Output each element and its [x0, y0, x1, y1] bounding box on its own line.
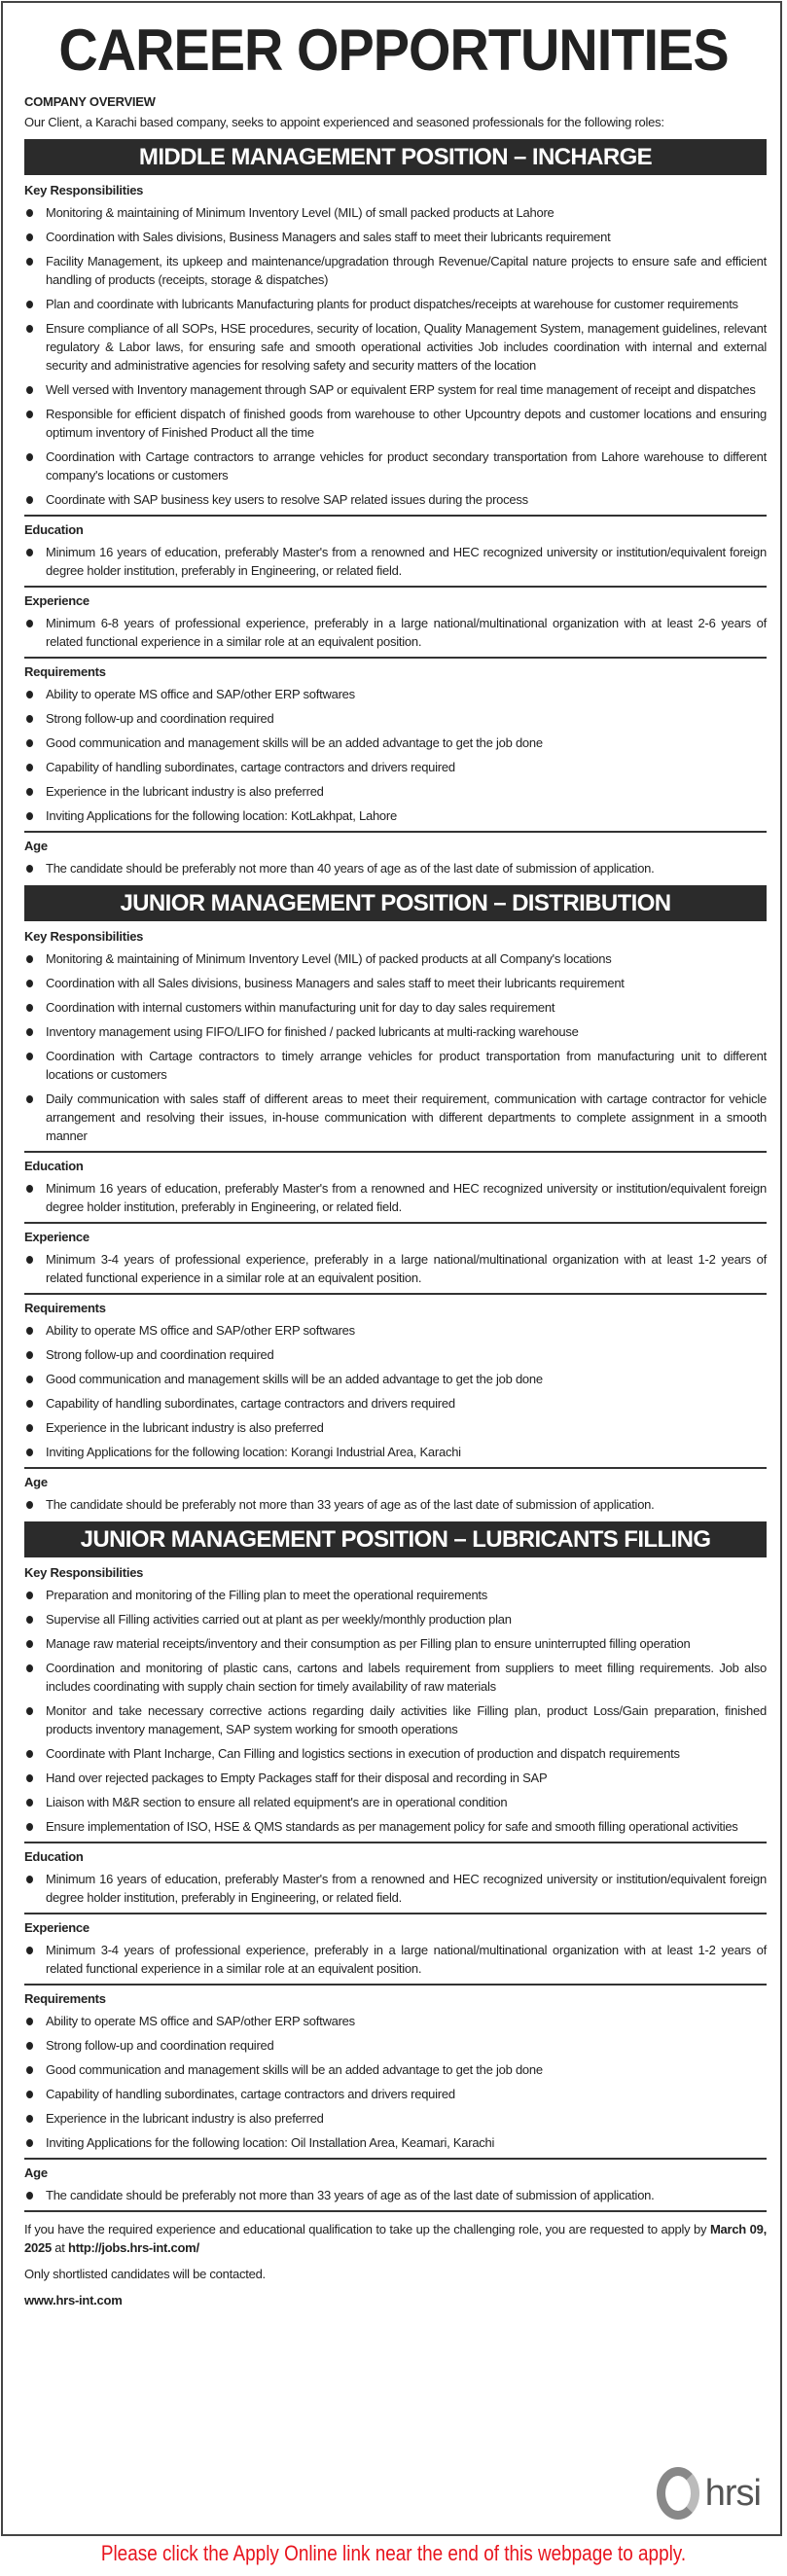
list-item: Monitoring & maintaining of Minimum Inventory Level (MIL) of small packed products at Lahore [24, 203, 767, 222]
list-item: Coordination with Cartage contractors to timely arrange vehicles for product transportation from manufacturing unit to different locations or customers [24, 1047, 767, 1084]
section-divider [24, 657, 767, 659]
section-heading: Key Responsibilities [24, 183, 144, 197]
list-item: Coordination with all Sales divisions, business Managers and sales staff to meet their lubricants requirement [24, 974, 767, 992]
list-item: Ability to operate MS office and SAP/other ERP softwares [24, 685, 767, 703]
section-divider [24, 1842, 767, 1843]
list-item: The candidate should be preferably not more than 33 years of age as of the last date of submission of application. [24, 1495, 767, 1514]
bullet-list [24, 1941, 767, 1978]
bullet-list [24, 1179, 767, 1216]
list-item: The candidate should be preferably not more than 40 years of age as of the last date of submission of application. [24, 859, 767, 877]
section-heading: Requirements [24, 1301, 106, 1315]
logo-ring-icon [657, 2467, 699, 2520]
section-divider [24, 1913, 767, 1914]
list-item: Coordination with internal customers within manufacturing unit for day to day sales requirement [24, 998, 767, 1017]
section-divider [24, 831, 767, 833]
list-item: Capability of handling subordinates, cartage contractors and drivers required [24, 2085, 767, 2103]
list-item: Inviting Applications for the following location: KotLakhpat, Lahore [24, 806, 767, 825]
shortlisted-note: Only shortlisted candidates will be contacted. [24, 2267, 266, 2281]
list-item: Minimum 16 years of education, preferably Master's from a renowned and HEC recognized university or institution/equivalent foreign degree holder institution, preferably in Engineering, or related field. [24, 1870, 767, 1907]
bullet-list [24, 1870, 767, 1907]
list-item: Minimum 16 years of education, preferably Master's from a renowned and HEC recognized university or institution/equivalent foreign degree holder institution, preferably in Engineering, or related field. [24, 1179, 767, 1216]
list-item: Good communication and management skills will be an added advantage to get the job done [24, 733, 767, 752]
apply-instructions [24, 2220, 767, 2257]
section-heading: Age [24, 1475, 48, 1489]
section-divider [24, 1151, 767, 1153]
list-item: Inventory management using FIFO/LIFO for finished / packed lubricants at multi-racking warehouse [24, 1022, 767, 1041]
website-link[interactable]: www.hrs-int.com [24, 2293, 123, 2308]
job-list [24, 139, 767, 2212]
list-item: Strong follow-up and coordination required [24, 709, 767, 728]
list-item: Monitor and take necessary corrective actions regarding daily activities like Filling plan, product Loss/Gain preparation, finished products inventory management, SAP system working for smooth operations [24, 1701, 767, 1738]
bullet-list [24, 614, 767, 651]
section-heading: Key Responsibilities [24, 1565, 144, 1580]
bullet-list [24, 2012, 767, 2152]
list-item: Capability of handling subordinates, cartage contractors and drivers required [24, 758, 767, 776]
section-heading: Age [24, 2165, 48, 2180]
bullet-list [24, 1586, 767, 1836]
list-item: Ability to operate MS office and SAP/other ERP softwares [24, 2012, 767, 2030]
list-item: The candidate should be preferably not more than 33 years of age as of the last date of submission of application. [24, 2186, 767, 2204]
section-heading: Requirements [24, 1991, 106, 2006]
bullet-list [24, 543, 767, 580]
list-item: Minimum 3-4 years of professional experience, preferably in a large national/multinational organization with at least 1-2 years of related functional experience in a similar role at an equivalent position. [24, 1250, 767, 1287]
company-overview-text: Our Client, a Karachi based company, seeks to appoint experienced and seasoned professionals for the following roles: [24, 115, 664, 129]
page-title: CAREER OPPORTUNITIES [58, 18, 729, 83]
list-item: Experience in the lubricant industry is also preferred [24, 2109, 767, 2128]
apply-text: If you have the required experience and educational qualification to take up the challenging role, you are requested to apply by [24, 2222, 707, 2236]
section-heading: Experience [24, 1230, 89, 1244]
section-heading: Age [24, 839, 48, 853]
apply-at: at [54, 2240, 65, 2255]
list-item: Responsible for efficient dispatch of finished goods from warehouse to other Upcountry depots and customer locations and ensuring optimum inventory of Finished Product all the time [24, 405, 767, 442]
section-heading: Education [24, 522, 84, 537]
list-item: Capability of handling subordinates, cartage contractors and drivers required [24, 1394, 767, 1413]
list-item: Coordination with Cartage contractors to arrange vehicles for product secondary transportation from Lahore warehouse to different company's locations or customers [24, 447, 767, 484]
list-item: Experience in the lubricant industry is also preferred [24, 782, 767, 801]
ad-content [24, 94, 767, 2317]
company-overview-heading: COMPANY OVERVIEW [24, 94, 156, 109]
list-item: Ensure implementation of ISO, HSE & QMS standards as per management policy for safe and smooth filling operational activities [24, 1817, 767, 1836]
list-item: Daily communication with sales staff of different areas to meet their requirement, communication with cartage contractor for vehicle arrangement and resolving their issues, in-house communication with different departments to complete assignment in a smooth manner [24, 1090, 767, 1145]
list-item: Coordination with Sales divisions, Business Managers and sales staff to meet their lubricants requirement [24, 228, 767, 246]
list-item: Coordination and monitoring of plastic cans, cartons and labels requirement from suppliers to meet filling requirements. Job also includes coordinating with supply chain section for timely availability of raw materials [24, 1659, 767, 1696]
section-heading: Experience [24, 1920, 89, 1935]
list-item: Ensure compliance of all SOPs, HSE procedures, security of location, Quality Management System, management guidelines, relevant regulatory & Labor laws, for ensuring safe and smooth operational activities Job includes coordination with internal and external security and administrative agencies for resolving safety and security matters of the location [24, 319, 767, 375]
job-advertisement [1, 1, 782, 2536]
deadline: March 09, 2025 [24, 2222, 767, 2255]
list-item: Monitoring & maintaining of Minimum Inventory Level (MIL) of packed products at all Company's locations [24, 949, 767, 968]
list-item: Ability to operate MS office and SAP/other ERP softwares [24, 1321, 767, 1340]
section-divider [24, 1467, 767, 1469]
list-item: Liaison with M&R section to ensure all related equipment's are in operational condition [24, 1793, 767, 1811]
bullet-list [24, 1250, 767, 1287]
section-heading: Education [24, 1159, 84, 1173]
list-item: Inviting Applications for the following location: Oil Installation Area, Keamari, Karachi [24, 2133, 767, 2152]
bullet-list [24, 203, 767, 509]
bullet-list [24, 1495, 767, 1514]
list-item: Strong follow-up and coordination required [24, 1345, 767, 1364]
list-item: Hand over rejected packages to Empty Packages staff for their disposal and recording in SAP [24, 1769, 767, 1787]
list-item: Minimum 16 years of education, preferably Master's from a renowned and HEC recognized university or institution/equivalent foreign degree holder institution, preferably in Engineering, or related field. [24, 543, 767, 580]
bullet-list [24, 2186, 767, 2204]
bullet-list [24, 859, 767, 877]
list-item: Coordinate with SAP business key users to resolve SAP related issues during the process [24, 490, 767, 509]
list-item: Coordinate with Plant Incharge, Can Filling and logistics sections in execution of production and dispatch requirements [24, 1744, 767, 1763]
job-title-banner: JUNIOR MANAGEMENT POSITION – LUBRICANTS FILLING [24, 1521, 767, 1557]
list-item: Preparation and monitoring of the Filling plan to meet the operational requirements [24, 1586, 767, 1604]
section-heading: Requirements [24, 664, 106, 679]
section-divider [24, 2158, 767, 2160]
list-item: Inviting Applications for the following location: Korangi Industrial Area, Karachi [24, 1443, 767, 1461]
section-divider [24, 515, 767, 517]
list-item: Good communication and management skills will be an added advantage to get the job done [24, 1370, 767, 1388]
list-item: Minimum 3-4 years of professional experience, preferably in a large national/multinational organization with at least 1-2 years of related functional experience in a similar role at an equivalent position. [24, 1941, 767, 1978]
list-item: Plan and coordinate with lubricants Manufacturing plants for product dispatches/receipts at warehouse for customer requirements [24, 295, 767, 313]
list-item: Experience in the lubricant industry is also preferred [24, 1418, 767, 1437]
apply-online-notice: Please click the Apply Online link near the end of this webpage to apply. [100, 2541, 687, 2565]
list-item: Supervise all Filling activities carried out at plant as per weekly/monthly production plan [24, 1610, 767, 1628]
list-item: Facility Management, its upkeep and maintenance/upgradation through Revenue/Capital nature projects to ensure safe and efficient handling of products (receipts, storage & dispatches) [24, 252, 767, 289]
list-item: Manage raw material receipts/inventory and their consumption as per Filling plan to ensure uninterrupted filling operation [24, 1634, 767, 1653]
section-divider [24, 1984, 767, 1986]
section-divider [24, 586, 767, 588]
section-divider [24, 2210, 767, 2212]
list-item: Well versed with Inventory management through SAP or equivalent ERP system for real time management of receipt and dispatches [24, 380, 767, 399]
section-divider [24, 1293, 767, 1295]
section-heading: Education [24, 1849, 84, 1864]
bullet-list [24, 685, 767, 825]
section-heading: Experience [24, 593, 89, 608]
apply-url-link[interactable]: http://jobs.hrs-int.com/ [68, 2240, 199, 2255]
bullet-list [24, 949, 767, 1145]
list-item: Strong follow-up and coordination required [24, 2036, 767, 2055]
bullet-list [24, 1321, 767, 1461]
hrsi-logo [657, 2467, 761, 2520]
job-title-banner: MIDDLE MANAGEMENT POSITION – INCHARGE [24, 139, 767, 175]
list-item: Minimum 6-8 years of professional experience, preferably in a large national/multinational organization with at least 2-6 years of related functional experience in a similar role at an equivalent position. [24, 614, 767, 651]
section-divider [24, 1222, 767, 1224]
logo-text: hrsi [704, 2472, 761, 2514]
list-item: Good communication and management skills will be an added advantage to get the job done [24, 2060, 767, 2079]
section-heading: Key Responsibilities [24, 929, 144, 944]
job-title-banner: JUNIOR MANAGEMENT POSITION – DISTRIBUTION [24, 885, 767, 921]
